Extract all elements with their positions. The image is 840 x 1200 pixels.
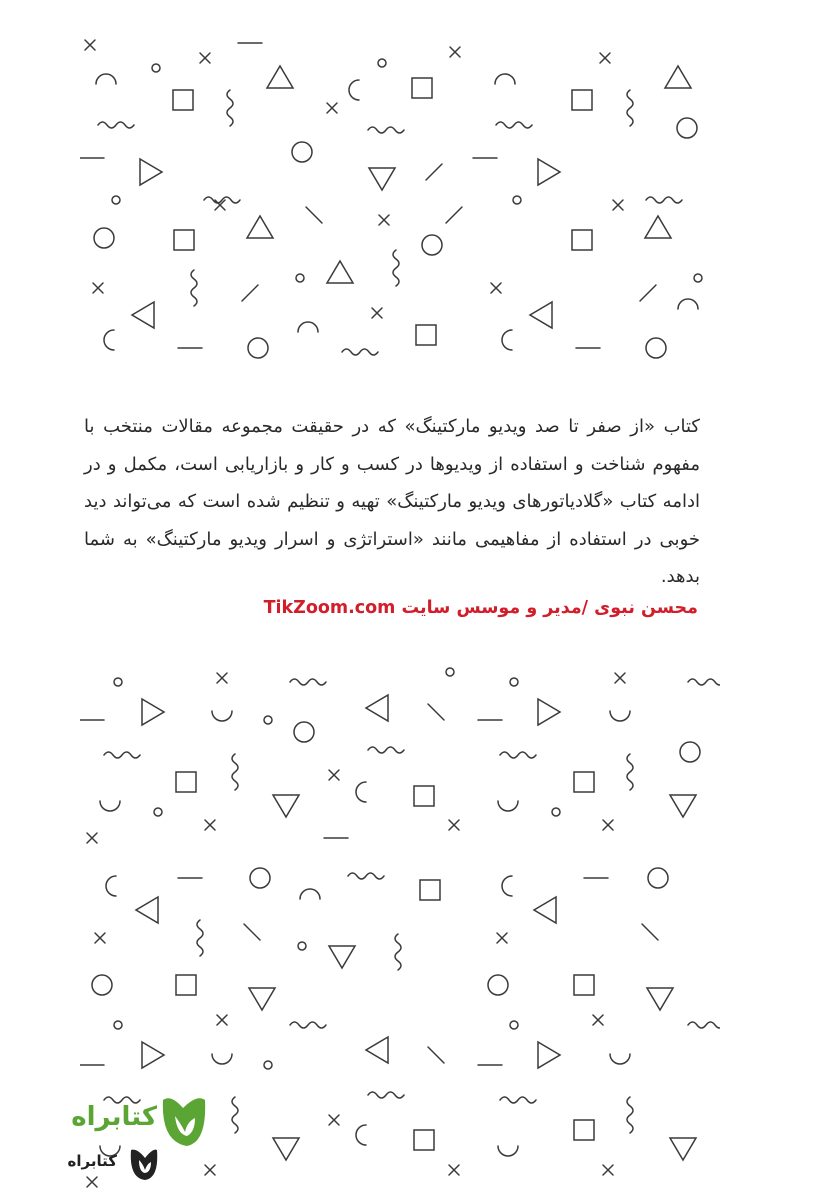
doodle-shape-icon — [450, 47, 460, 57]
doodle-shape-icon — [600, 53, 610, 63]
publisher-logo — [40, 1092, 215, 1187]
doodle-shape-icon — [242, 285, 258, 301]
doodle-shape-icon — [497, 933, 507, 943]
doodle-shape-icon — [327, 103, 337, 113]
doodle-shape-icon — [200, 53, 210, 63]
doodle-shape-icon — [498, 801, 518, 811]
doodle-shape-icon — [227, 90, 233, 126]
doodle-shape-icon — [610, 711, 630, 721]
doodle-shape-icon — [414, 1130, 434, 1150]
doodle-shape-icon — [534, 897, 556, 923]
doodle-shape-icon — [552, 808, 560, 816]
doodle-shape-icon — [538, 699, 560, 725]
doodle-shape-icon — [368, 1092, 404, 1098]
doodle-shape-icon — [615, 673, 625, 683]
doodle-shape-icon — [420, 880, 440, 900]
doodle-shape-icon — [428, 704, 444, 720]
doodle-shape-icon — [572, 90, 592, 110]
doodle-shape-icon — [267, 66, 293, 88]
doodle-shape-icon — [510, 1021, 518, 1029]
doodle-shape-icon — [232, 1097, 238, 1133]
doodle-shape-icon — [327, 261, 353, 283]
doodle-shape-icon — [212, 711, 232, 721]
doodle-shape-icon — [95, 933, 105, 943]
doodle-shape-icon — [248, 338, 268, 358]
doodle-shape-icon — [449, 820, 459, 830]
doodle-shape-icon — [372, 308, 382, 318]
doodle-shape-icon — [104, 752, 140, 758]
doodle-shape-icon — [412, 78, 432, 98]
doodle-shape-icon — [244, 924, 260, 940]
doodle-shape-icon — [98, 122, 134, 128]
doodle-shape-icon — [96, 74, 116, 84]
doodle-shape-icon — [500, 1097, 536, 1103]
doodle-shape-icon — [85, 40, 95, 50]
doodle-shape-icon — [106, 876, 116, 896]
doodle-shape-icon — [572, 230, 592, 250]
doodle-shape-icon — [212, 1054, 232, 1064]
doodle-shape-icon — [294, 722, 314, 742]
doodle-shape-icon — [329, 1115, 339, 1125]
doodle-shape-icon — [670, 1138, 696, 1160]
doodle-shape-icon — [393, 250, 399, 286]
doodle-shape-icon — [366, 695, 388, 721]
doodle-shape-icon — [422, 235, 442, 255]
doodle-shape-icon — [488, 975, 508, 995]
doodle-shape-icon — [603, 820, 613, 830]
doodle-shape-icon — [530, 302, 552, 328]
doodle-shape-icon — [250, 868, 270, 888]
doodle-shape-icon — [694, 274, 702, 282]
doodle-shape-icon — [446, 207, 462, 223]
doodle-shape-icon — [348, 873, 384, 879]
doodle-shape-icon — [154, 808, 162, 816]
doodle-shape-icon — [647, 988, 673, 1010]
doodle-shape-icon — [678, 299, 698, 309]
doodle-shape-icon — [627, 90, 633, 126]
doodle-shape-icon — [273, 1138, 299, 1160]
doodle-shape-icon — [100, 801, 120, 811]
doodle-shape-icon — [502, 330, 512, 350]
logo-main-text: کتابراه — [71, 1102, 157, 1132]
doodle-shape-icon — [646, 338, 666, 358]
doodle-shape-icon — [491, 283, 501, 293]
leaf-icon — [127, 1146, 161, 1182]
doodle-shape-icon — [428, 1047, 444, 1063]
doodle-shape-icon — [92, 975, 112, 995]
doodle-pattern-icon — [80, 30, 720, 370]
doodle-shape-icon — [368, 747, 404, 753]
doodle-shape-icon — [197, 920, 203, 956]
doodle-shape-icon — [298, 942, 306, 950]
doodle-shape-icon — [264, 1061, 272, 1069]
doodle-shape-icon — [368, 127, 404, 133]
doodle-shape-icon — [603, 1165, 613, 1175]
doodle-shape-icon — [217, 1015, 227, 1025]
doodle-shape-icon — [298, 322, 318, 332]
doodle-shape-icon — [292, 142, 312, 162]
doodle-shape-icon — [627, 1097, 633, 1133]
doodle-shape-icon — [688, 1022, 720, 1028]
doodle-shape-icon — [670, 795, 696, 817]
doodle-shape-icon — [356, 1125, 366, 1145]
doodle-shape-icon — [665, 66, 691, 88]
doodle-shape-icon — [510, 678, 518, 686]
doodle-shape-icon — [495, 74, 515, 84]
doodle-shape-icon — [513, 196, 521, 204]
doodle-shape-icon — [264, 716, 272, 724]
doodle-shape-icon — [142, 699, 164, 725]
doodle-shape-icon — [500, 752, 536, 758]
doodle-shape-icon — [306, 207, 322, 223]
doodle-shape-icon — [574, 1120, 594, 1140]
doodle-shape-icon — [290, 679, 326, 685]
doodle-shape-icon — [247, 216, 273, 238]
doodle-shape-icon — [232, 754, 238, 790]
doodle-shape-icon — [645, 216, 671, 238]
doodle-shape-icon — [249, 988, 275, 1010]
doodle-shape-icon — [610, 1054, 630, 1064]
doodle-shape-icon — [574, 772, 594, 792]
doodle-shape-icon — [356, 782, 366, 802]
doodle-shape-icon — [416, 325, 436, 345]
doodle-shape-icon — [87, 833, 97, 843]
doodle-shape-icon — [426, 164, 442, 180]
doodle-shape-icon — [104, 330, 114, 350]
doodle-shape-icon — [349, 80, 359, 100]
doodle-shape-icon — [140, 159, 162, 185]
doodle-shape-icon — [646, 197, 682, 203]
doodle-shape-icon — [174, 230, 194, 250]
doodle-shape-icon — [176, 772, 196, 792]
doodle-shape-icon — [173, 90, 193, 110]
doodle-shape-icon — [449, 1165, 459, 1175]
doodle-shape-icon — [329, 946, 355, 968]
doodle-shape-icon — [688, 679, 720, 685]
doodle-shape-icon — [627, 754, 633, 790]
doodle-shape-icon — [446, 668, 454, 676]
doodle-shape-icon — [114, 678, 122, 686]
intro-paragraph: کتاب «از صفر تا صد ویدیو مارکتینگ» که در حقیقت مجموعه مقالات منتخب با مفهوم شناخت و استفاده از ویدیوها در کسب و کار و بازاریابی است، مکمل و در ادامه کتاب «گلادیاتورهای ویدیو مارکتینگ» تهیه و تنظیم شده است که می‌تواند دید خوبی در استفاده از مفاهیمی مانند «استراتژی و اسرار ویدیو مارکتینگ» به شما بدهد. — [84, 416, 700, 587]
decorative-pattern-top — [80, 30, 720, 370]
doodle-shape-icon — [498, 1146, 518, 1156]
logo-sub-text: کتابراه — [67, 1152, 117, 1170]
doodle-shape-icon — [329, 770, 339, 780]
doodle-shape-icon — [94, 228, 114, 248]
doodle-shape-icon — [114, 1021, 122, 1029]
doodle-shape-icon — [300, 889, 320, 899]
doodle-shape-icon — [677, 118, 697, 138]
doodle-shape-icon — [112, 196, 120, 204]
doodle-shape-icon — [648, 868, 668, 888]
doodle-shape-icon — [191, 270, 197, 306]
doodle-shape-icon — [642, 924, 658, 940]
doodle-shape-icon — [273, 795, 299, 817]
doodle-shape-icon — [152, 64, 160, 72]
doodle-shape-icon — [680, 742, 700, 762]
doodle-shape-icon — [366, 1037, 388, 1063]
doodle-shape-icon — [378, 59, 386, 67]
doodle-shape-icon — [538, 159, 560, 185]
doodle-shape-icon — [342, 349, 378, 355]
doodle-shape-icon — [395, 934, 401, 970]
doodle-shape-icon — [538, 1042, 560, 1068]
doodle-shape-icon — [593, 1015, 603, 1025]
doodle-shape-icon — [640, 285, 656, 301]
doodle-shape-icon — [93, 283, 103, 293]
doodle-shape-icon — [142, 1042, 164, 1068]
doodle-shape-icon — [496, 122, 532, 128]
doodle-shape-icon — [205, 820, 215, 830]
doodle-shape-icon — [379, 215, 389, 225]
doodle-shape-icon — [574, 975, 594, 995]
doodle-shape-icon — [217, 673, 227, 683]
doodle-shape-icon — [290, 1022, 326, 1028]
doodle-shape-icon — [414, 786, 434, 806]
author-signature: محسن نبوی /مدیر و موسس سایت TikZoom.com — [263, 598, 698, 618]
doodle-shape-icon — [136, 897, 158, 923]
leaf-icon — [157, 1092, 209, 1150]
doodle-shape-icon — [502, 876, 512, 896]
doodle-shape-icon — [176, 975, 196, 995]
doodle-shape-icon — [369, 168, 395, 190]
doodle-shape-icon — [296, 274, 304, 282]
doodle-shape-icon — [132, 302, 154, 328]
doodle-shape-icon — [613, 200, 623, 210]
